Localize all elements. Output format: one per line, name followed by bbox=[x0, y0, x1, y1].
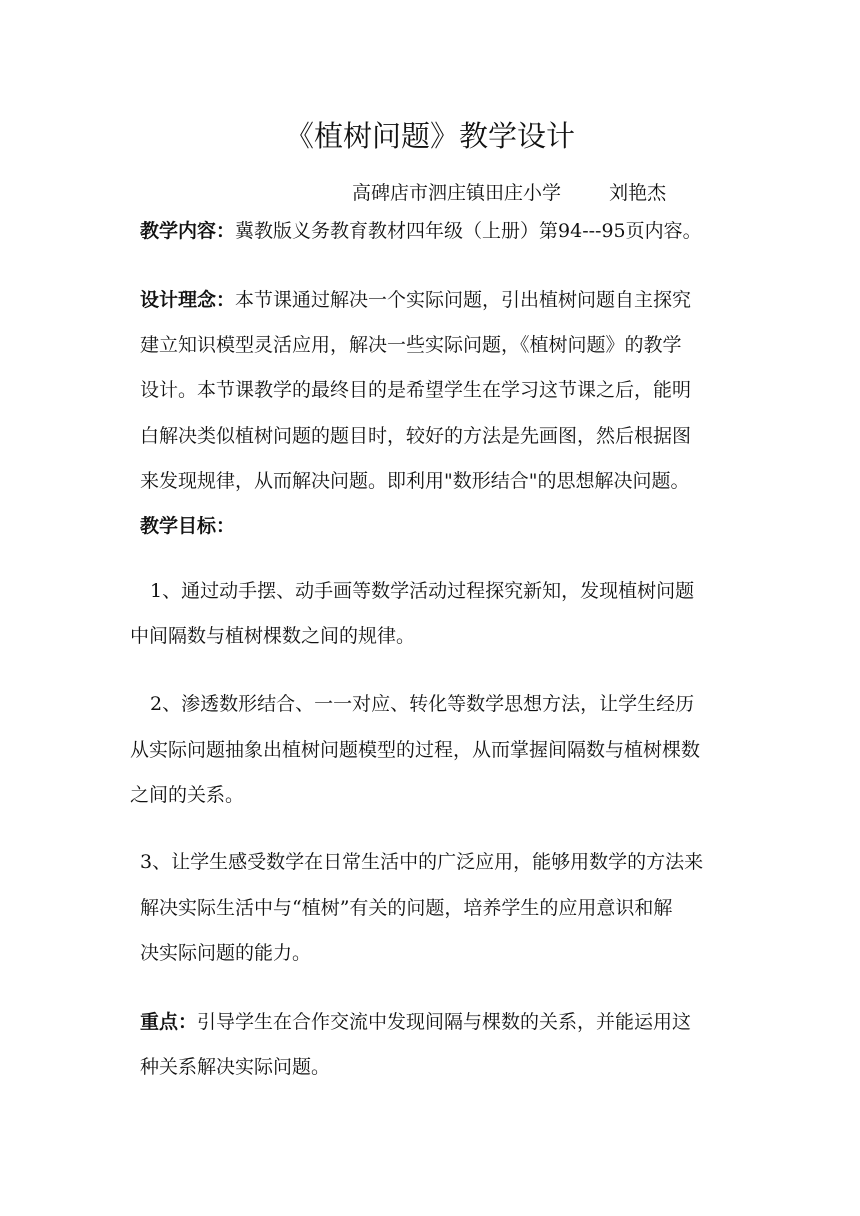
goal-line: 3、让学生感受数学在日常生活中的广泛应用，能够用数学的方法来 bbox=[140, 851, 704, 873]
goal-line: 之间的关系。 bbox=[130, 784, 245, 806]
key-point-line: 种关系解决实际问题。 bbox=[140, 1056, 331, 1078]
goal-line: 解决实际生活中与“植树”有关的问题，培养学生的应用意识和解 bbox=[140, 897, 673, 919]
goal-line: 1、通过动手摆、动手画等数学活动过程探究新知，发现植树问题 bbox=[150, 580, 695, 602]
byline bbox=[352, 181, 666, 205]
author-name: 刘艳杰 bbox=[609, 182, 667, 204]
goal-line: 2、渗透数形结合、一一对应、转化等数学思想方法，让学生经历 bbox=[150, 693, 695, 715]
school-name: 高碑店市泗庄镇田庄小学 bbox=[352, 182, 562, 204]
goal-line: 中间隔数与植树棵数之间的规律。 bbox=[130, 625, 416, 647]
concept-label: 设计理念： bbox=[140, 289, 236, 311]
concept-line: 建立知识模型灵活应用，解决一些实际问题，《植树问题》的教学 bbox=[140, 334, 682, 356]
concept-line: 设计理念：本节课通过解决一个实际问题，引出植树问题自主探究 bbox=[140, 289, 692, 311]
key-point-label: 重点： bbox=[140, 1011, 198, 1033]
concept-line: 白解决类似植树问题的题目时，较好的方法是先画图，然后根据图 bbox=[140, 425, 692, 447]
content-paragraph bbox=[140, 219, 702, 243]
concept-line: 设计。本节课教学的最终目的是希望学生在学习这节课之后，能明 bbox=[140, 379, 692, 401]
content-text: 冀教版义务教育教材四年级（上册）第94---95页内容。 bbox=[235, 220, 702, 242]
key-point-line: 重点：引导学生在合作交流中发现间隔与棵数的关系，并能运用这 bbox=[140, 1011, 692, 1033]
concept-line: 来发现规律，从而解决问题。即利用"数形结合"的思想解决问题。 bbox=[140, 470, 690, 492]
document-title: 《植树问题》教学设计 bbox=[284, 119, 575, 153]
goal-line: 决实际问题的能力。 bbox=[140, 942, 312, 964]
content-label: 教学内容： bbox=[140, 220, 236, 242]
goals-heading: 教学目标： bbox=[140, 515, 236, 537]
goal-line: 从实际问题抽象出植树问题模型的过程，从而掌握间隔数与植树棵数 bbox=[130, 739, 701, 761]
